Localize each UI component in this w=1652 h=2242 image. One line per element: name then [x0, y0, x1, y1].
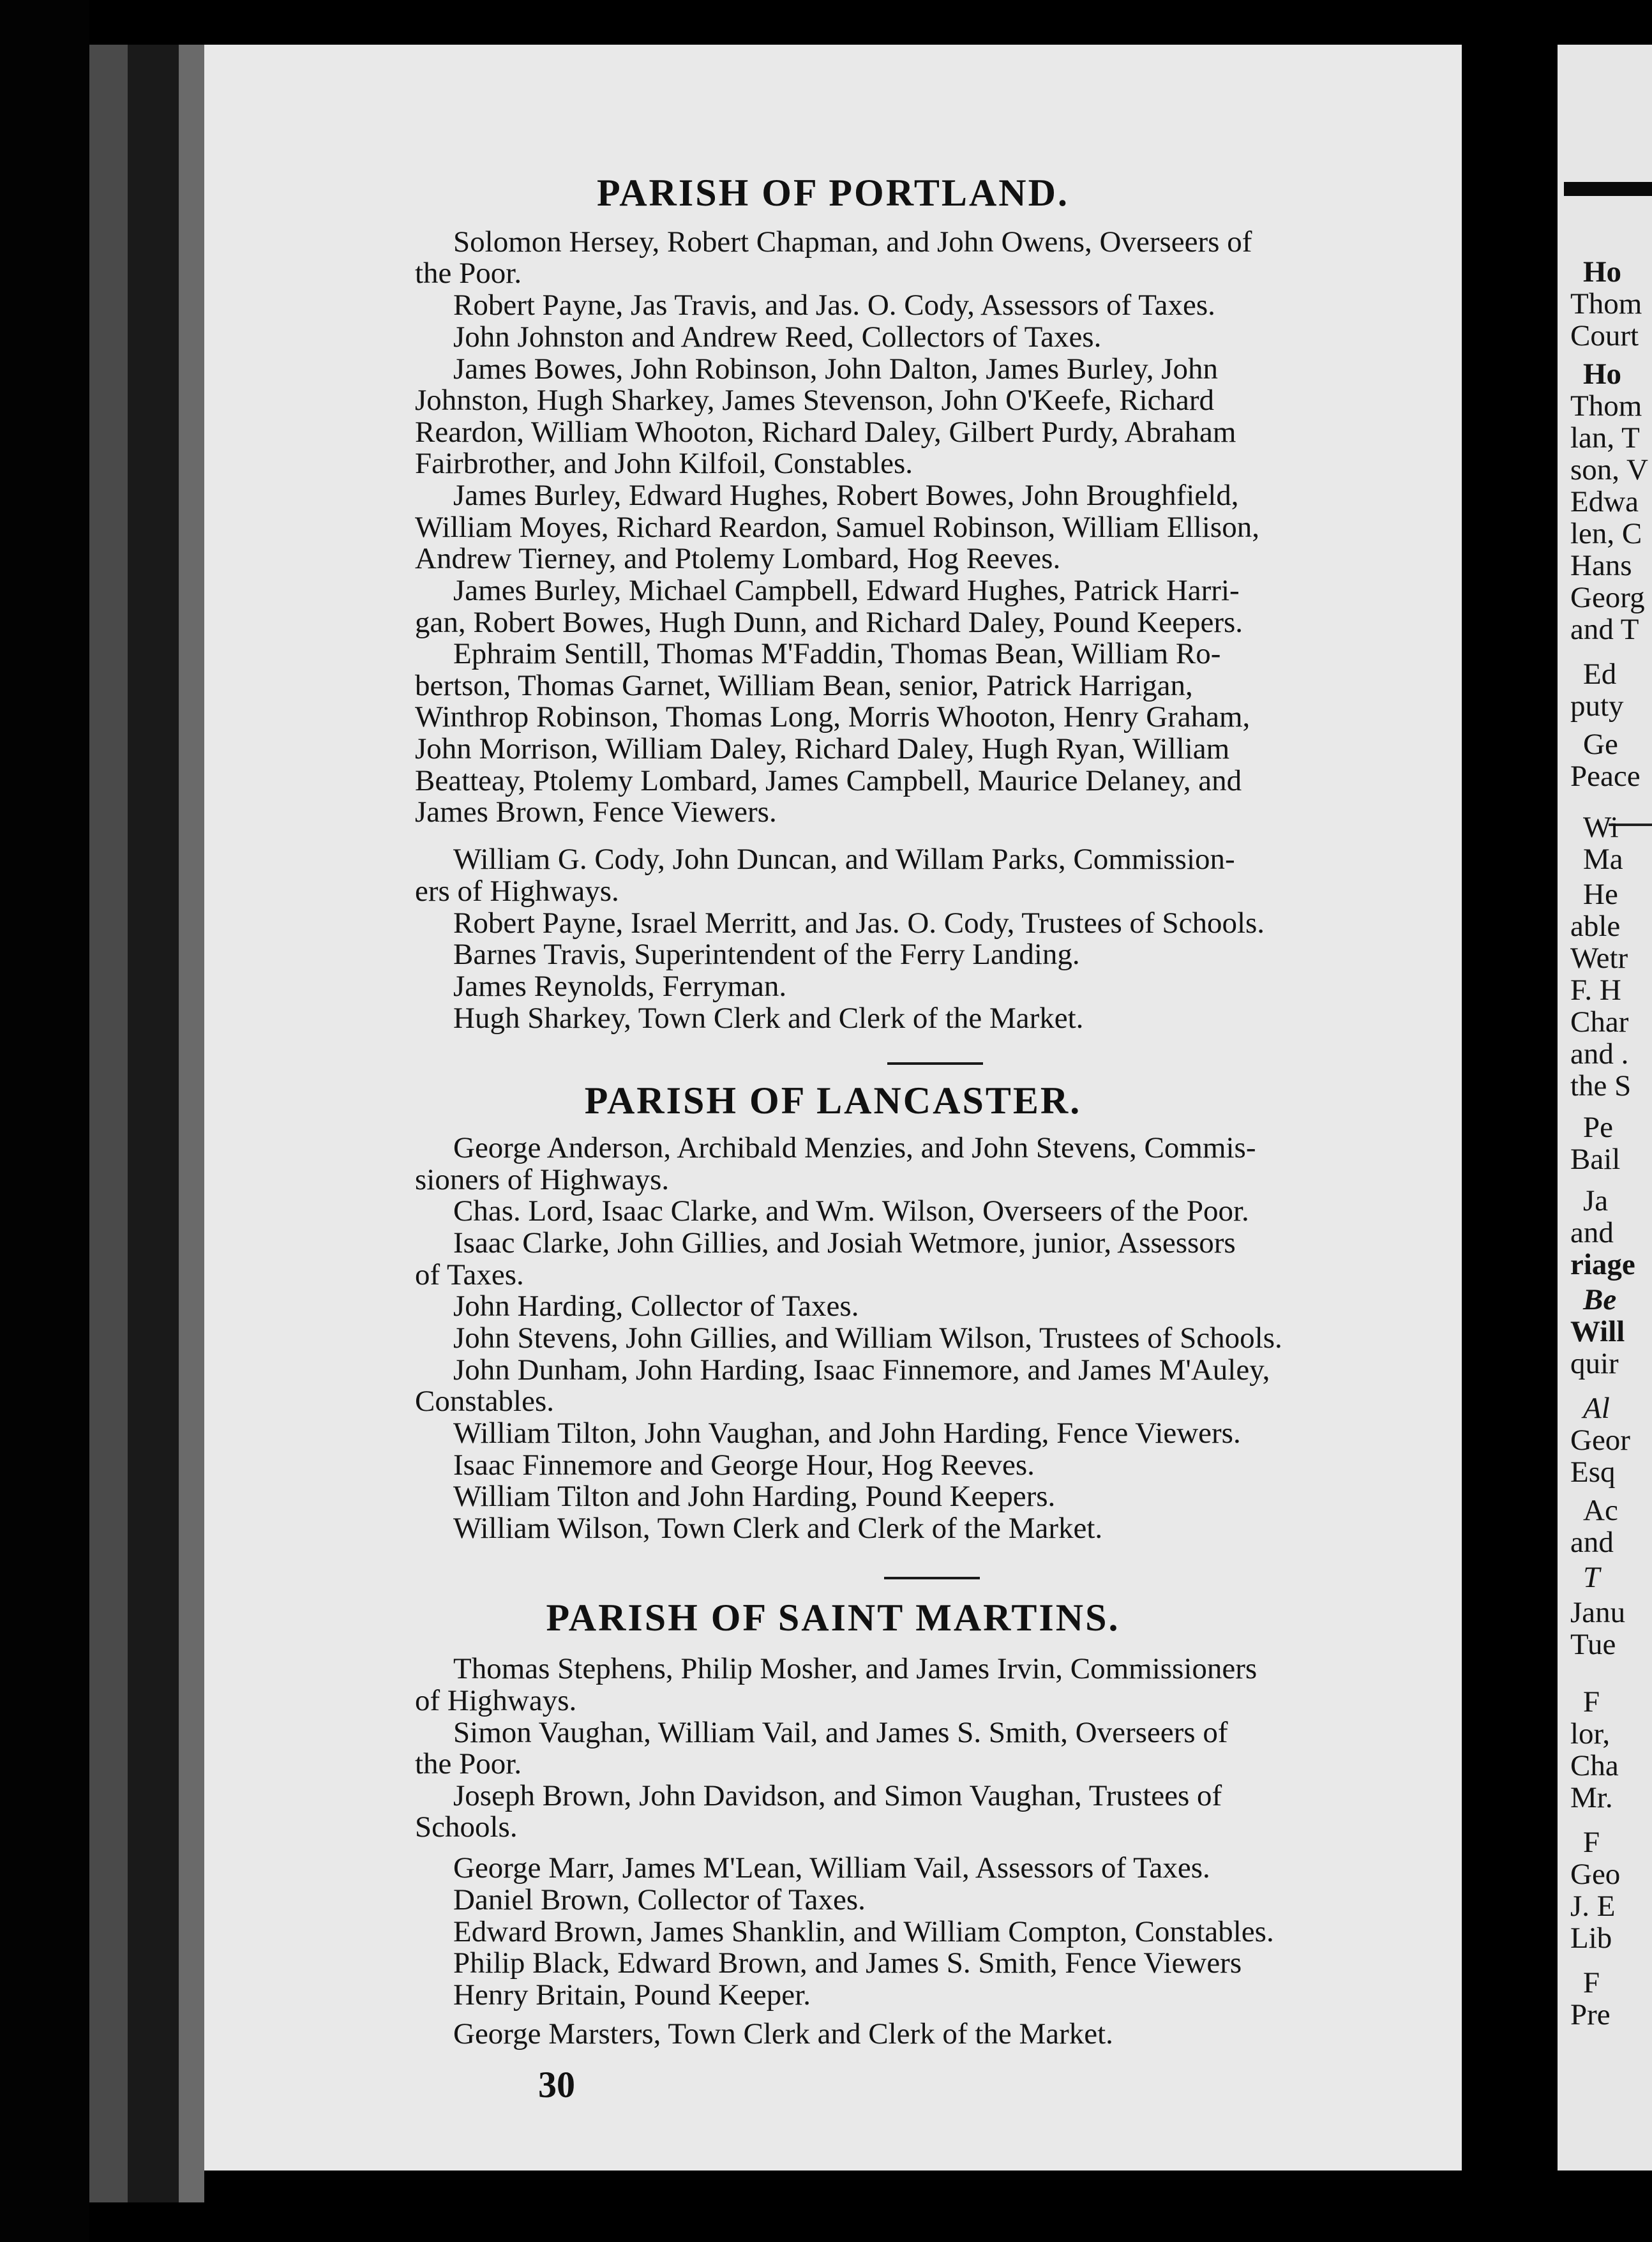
scan-border-left — [0, 0, 89, 2242]
text-line: Schools. — [415, 1810, 518, 1844]
text-line: Henry Britain, Pound Keeper. — [453, 1978, 811, 2012]
section-heading-saint-martins: PARISH OF SAINT MARTINS. — [546, 1597, 1120, 1639]
text-line: Simon Vaughan, William Vail, and James S. Smith, Overseers of — [453, 1716, 1228, 1749]
facing-page-text: son, V — [1570, 453, 1648, 486]
text-line: Robert Payne, Jas Travis, and Jas. O. Cody, Assessors of Taxes. — [453, 289, 1215, 322]
text-line: the Poor. — [415, 257, 522, 290]
text-line: Hugh Sharkey, Town Clerk and Clerk of the Market. — [453, 1002, 1084, 1035]
text-line: Thomas Stephens, Philip Mosher, and James Irvin, Commissioners — [453, 1652, 1258, 1685]
text-line: James Burley, Edward Hughes, Robert Bowes, John Broughfield, — [453, 479, 1239, 512]
text-line: John Morrison, William Daley, Richard Daley, Hugh Ryan, William — [415, 732, 1230, 765]
facing-page-text: Pe — [1583, 1111, 1613, 1144]
facing-page-text: Wetr — [1570, 942, 1628, 975]
text-line: sioners of Highways. — [415, 1163, 670, 1196]
text-line: John Harding, Collector of Taxes. — [453, 1290, 859, 1323]
facing-page-text: Pre — [1570, 1998, 1611, 2031]
text-line: gan, Robert Bowes, Hugh Dunn, and Richard Daley, Pound Keepers. — [415, 606, 1243, 639]
facing-page-text: F — [1583, 1966, 1600, 1999]
facing-page-text: Ho — [1583, 357, 1622, 391]
facing-page-text: Ho — [1583, 255, 1622, 289]
text-line: James Reynolds, Ferryman. — [453, 970, 787, 1003]
facing-page-text: Janu — [1570, 1596, 1626, 1629]
facing-page-text: quir — [1570, 1347, 1619, 1380]
facing-page-text: Ma — [1583, 843, 1623, 876]
facing-page-text: Thom — [1570, 389, 1642, 423]
page-edge — [89, 45, 128, 2202]
text-line: George Marr, James M'Lean, William Vail, Assessors of Taxes. — [453, 1851, 1210, 1885]
page-number: 30 — [538, 2064, 575, 2105]
facing-page-text: Geor — [1570, 1424, 1630, 1457]
facing-page-text: Cha — [1570, 1749, 1619, 1782]
facing-page-text: Thom — [1570, 287, 1642, 320]
text-line: Philip Black, Edward Brown, and James S. Smith, Fence Viewers — [453, 1946, 1242, 1980]
text-line: William Tilton and John Harding, Pound Keepers. — [453, 1480, 1056, 1513]
section-divider — [887, 1062, 983, 1065]
facing-page-text: Ge — [1583, 728, 1618, 761]
text-line: John Stevens, John Gillies, and William Wilson, Trustees of Schools. — [453, 1321, 1282, 1355]
facing-page-text: Hans — [1570, 549, 1632, 582]
facing-page-text: and — [1570, 1216, 1614, 1249]
facing-page-text: Lib — [1570, 1922, 1612, 1955]
text-line: John Dunham, John Harding, Isaac Finnemore, and James M'Auley, — [453, 1353, 1270, 1387]
text-line: Barnes Travis, Superintendent of the Ferry Landing. — [453, 938, 1080, 971]
text-line: Johnston, Hugh Sharkey, James Stevenson, John O'Keefe, Richard — [415, 384, 1215, 417]
facing-page-text: Peace — [1570, 760, 1641, 793]
facing-page-text: Bail — [1570, 1143, 1621, 1176]
facing-page-text: Be — [1583, 1283, 1617, 1316]
text-line: ers of Highways. — [415, 875, 619, 908]
facing-page-text: Will — [1570, 1315, 1625, 1348]
page-edge-shadow — [128, 45, 179, 2202]
text-line: Andrew Tierney, and Ptolemy Lombard, Hog Reeves. — [415, 542, 1061, 575]
text-line: Winthrop Robinson, Thomas Long, Morris Whooton, Henry Graham, — [415, 700, 1250, 734]
text-line: William Moyes, Richard Reardon, Samuel Robinson, William Ellison, — [415, 511, 1259, 544]
facing-page-text: Tue — [1570, 1628, 1616, 1661]
text-line: Beatteay, Ptolemy Lombard, James Campbell, Maurice Delaney, and — [415, 764, 1242, 797]
facing-page-text: riage — [1570, 1248, 1635, 1281]
page-edge-highlight — [179, 45, 204, 2202]
text-line: of Taxes. — [415, 1258, 524, 1291]
text-line: James Burley, Michael Campbell, Edward Hughes, Patrick Harri- — [453, 574, 1240, 607]
text-line: Isaac Finnemore and George Hour, Hog Reeves. — [453, 1448, 1035, 1482]
text-line: bertson, Thomas Garnet, William Bean, senior, Patrick Harrigan, — [415, 669, 1193, 702]
text-line: John Johnston and Andrew Reed, Collectors of Taxes. — [453, 320, 1102, 354]
facing-page-text: puty — [1570, 689, 1624, 723]
facing-page-text: Ed — [1583, 658, 1617, 691]
facing-page-text: Edwa — [1570, 485, 1639, 518]
text-line: William Tilton, John Vaughan, and John Harding, Fence Viewers. — [453, 1417, 1241, 1450]
facing-page-text: and . — [1570, 1037, 1629, 1071]
section-divider — [884, 1577, 980, 1579]
book-gutter — [1462, 0, 1558, 2242]
text-line: William G. Cody, John Duncan, and Willam Parks, Commission- — [453, 843, 1235, 876]
text-line: Fairbrother, and John Kilfoil, Constables. — [415, 447, 913, 480]
facing-page-text: Ja — [1583, 1184, 1609, 1217]
facing-page-text: and T — [1570, 613, 1639, 646]
facing-page-text: len, C — [1570, 517, 1642, 550]
text-line: James Brown, Fence Viewers. — [415, 795, 777, 829]
facing-page-text: Wi — [1583, 811, 1619, 844]
text-line: Constables. — [415, 1385, 555, 1418]
text-line: the Poor. — [415, 1747, 522, 1780]
text-line: Daniel Brown, Collector of Taxes. — [453, 1883, 866, 1916]
facing-page-text: Geo — [1570, 1858, 1621, 1891]
facing-page-text: Esq — [1570, 1456, 1616, 1489]
text-line: George Marsters, Town Clerk and Clerk of the Market. — [453, 2017, 1113, 2050]
text-line: James Bowes, John Robinson, John Dalton, James Burley, John — [453, 352, 1219, 386]
text-line: of Highways. — [415, 1684, 577, 1717]
facing-page-text: lor, — [1570, 1717, 1611, 1750]
section-heading-lancaster: PARISH OF LANCASTER. — [584, 1080, 1082, 1122]
facing-page-text: Mr. — [1570, 1781, 1613, 1814]
facing-page-text: Court — [1570, 319, 1639, 352]
text-line: Chas. Lord, Isaac Clarke, and Wm. Wilson, Overseers of the Poor. — [453, 1194, 1249, 1228]
text-line: Robert Payne, Israel Merritt, and Jas. O. Cody, Trustees of Schools. — [453, 907, 1265, 940]
facing-page-text: He — [1583, 878, 1618, 911]
facing-page-text: able — [1570, 910, 1621, 943]
text-line: George Anderson, Archibald Menzies, and John Stevens, Commis- — [453, 1131, 1256, 1164]
facing-page-text: Al — [1583, 1392, 1610, 1425]
text-line: Edward Brown, James Shanklin, and William Compton, Constables. — [453, 1915, 1274, 1948]
facing-page-text: the S — [1570, 1069, 1632, 1102]
facing-page-text: F — [1583, 1826, 1600, 1859]
facing-page-text: and — [1570, 1526, 1614, 1559]
facing-page-text: F. H — [1570, 974, 1621, 1007]
facing-page-text: lan, T — [1570, 421, 1640, 455]
text-line: William Wilson, Town Clerk and Clerk of the Market. — [453, 1512, 1103, 1545]
facing-page-text: T — [1583, 1561, 1600, 1594]
section-heading-portland: PARISH OF PORTLAND. — [597, 172, 1069, 214]
text-line: Reardon, William Whooton, Richard Daley, Gilbert Purdy, Abraham — [415, 416, 1236, 449]
facing-page-rule — [1564, 182, 1652, 196]
facing-page-text: Georg — [1570, 581, 1645, 614]
facing-page — [1558, 45, 1652, 2171]
text-line: Solomon Hersey, Robert Chapman, and John Owens, Overseers of — [453, 225, 1252, 259]
facing-page-text: J. E — [1570, 1890, 1616, 1923]
text-line: Ephraim Sentill, Thomas M'Faddin, Thomas Bean, William Ro- — [453, 637, 1221, 670]
facing-page-text: F — [1583, 1685, 1600, 1719]
text-line: Joseph Brown, John Davidson, and Simon Vaughan, Trustees of — [453, 1779, 1222, 1812]
facing-page-text: Char — [1570, 1005, 1629, 1039]
text-line: Isaac Clarke, John Gillies, and Josiah Wetmore, junior, Assessors — [453, 1226, 1236, 1260]
facing-page-text: Ac — [1583, 1494, 1618, 1527]
